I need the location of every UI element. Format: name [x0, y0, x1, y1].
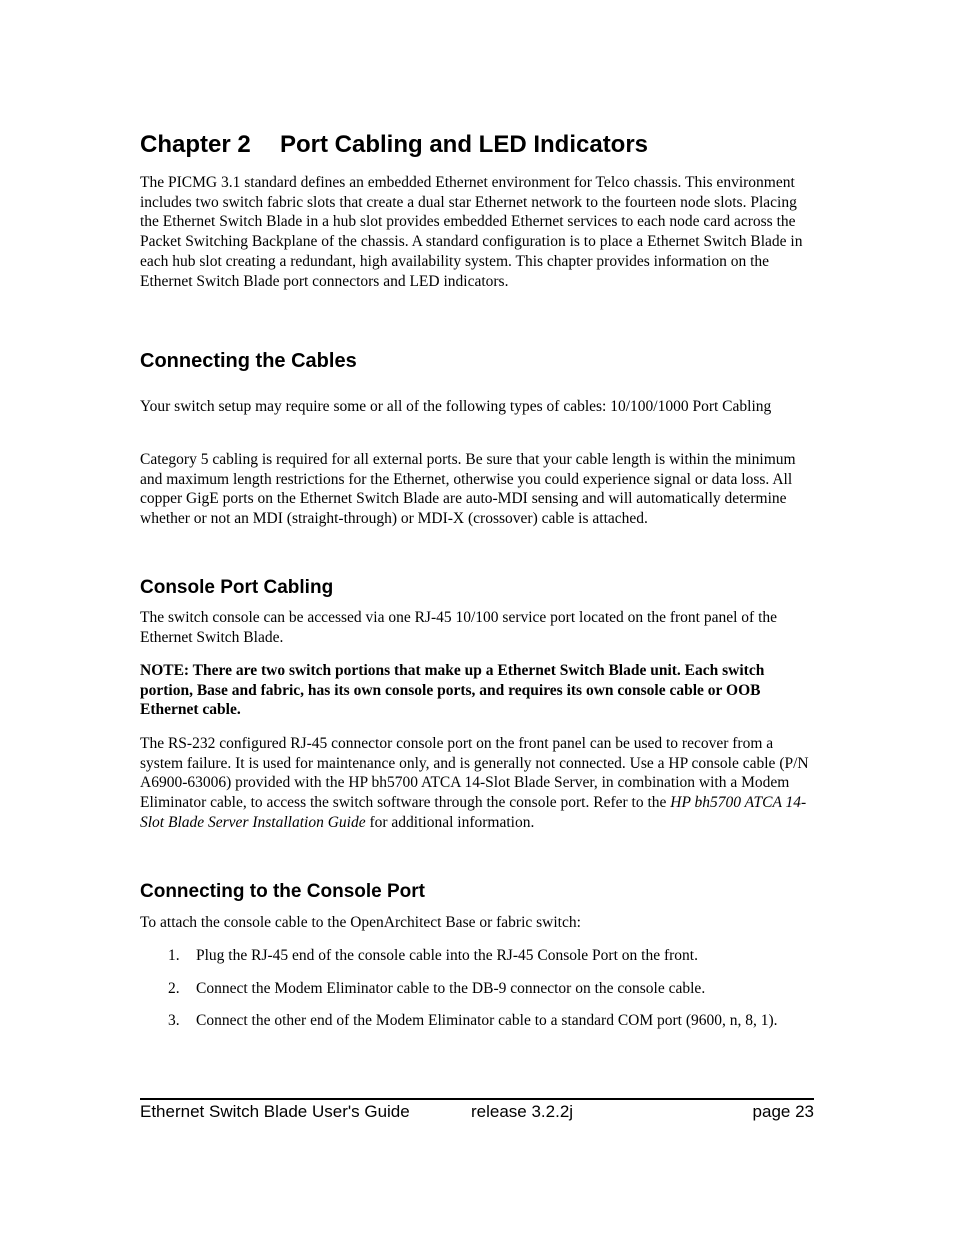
console-access-paragraph: The switch console can be accessed via one RJ-45 10/100 service port located on the front panel of the Ethernet Switch Blade.: [140, 609, 778, 646]
chapter-title-text: Port Cabling and LED Indicators: [280, 131, 649, 158]
step-text: Plug the RJ-45 end of the console cable into the RJ-45 Console Port on the front.: [196, 947, 698, 964]
footer-release: release 3.2.2j: [471, 1102, 574, 1121]
chapter-title: [140, 129, 648, 161]
rs232-paragraph: [140, 734, 814, 833]
list-item: [140, 979, 814, 999]
step-number: 1.: [168, 947, 180, 964]
rs232-text-start: The RS-232 configured RJ-45 connector console port on the front panel can be used to recover from a system failure. It is used for maintenance only, and is generally not connected. Use a HP console cable (P/N A6900-63006) provided with the HP bh5700 ATCA 14-Slot Blade Server, in combination with a Modem Eliminator cable, to access the switch software through the console port. Refer to the: [140, 735, 809, 812]
footer-document-title: Ethernet Switch Blade User's Guide: [140, 1102, 410, 1121]
note-paragraph: NOTE: There are two switch portions that make up a Ethernet Switch Blade unit. Each switch portion, Base and fabric, has its own console ports, and requires its own console cable or OOB Ethernet cable.: [140, 662, 765, 719]
connecting-cables-heading: Connecting the Cables: [140, 350, 357, 372]
list-item: [140, 946, 814, 966]
chapter-number: Chapter 2: [140, 131, 251, 158]
cable-types-paragraph: Your switch setup may require some or all of the following types of cables: 10/100/1000 Port Cabling: [140, 398, 772, 415]
rs232-text-end: for additional information.: [365, 813, 535, 831]
console-steps-list: [140, 946, 814, 1031]
step-number: 3.: [168, 1012, 180, 1030]
footer-page-number: page 23: [752, 1102, 814, 1121]
document-page: [140, 0, 814, 1235]
category5-paragraph: Category 5 cabling is required for all external ports. Be sure that your cable length is within the minimum and maximum length restrictions for the Ethernet, otherwise you could experience signal or data loss. All copper GigE ports on the Ethernet Switch Blade are auto-MDI sensing and will automatically determine whether or not an MDI (straight-through) or MDI-X (crossover) cable is attached.: [140, 451, 796, 528]
page-footer: [140, 1101, 814, 1123]
step-number: 2.: [168, 979, 180, 997]
installation-guide-title: HP bh5700 ATCA 14-Slot Blade Server Installation Guide: [140, 794, 807, 831]
connecting-console-heading: Connecting to the Console Port: [140, 881, 425, 902]
step-text: Connect the Modem Eliminator cable to the DB-9 connector on the console cable.: [196, 979, 706, 997]
console-attach-intro: To attach the console cable to the OpenArchitect Base or fabric switch:: [140, 914, 581, 931]
list-item: [140, 1011, 814, 1031]
footer-divider: [140, 1098, 814, 1100]
step-text: Connect the other end of the Modem Eliminator cable to a standard COM port (9600, n, 8, 1).: [196, 1012, 778, 1030]
console-port-cabling-heading: Console Port Cabling: [140, 577, 334, 598]
chapter-intro-paragraph: The PICMG 3.1 standard defines an embedded Ethernet environment for Telco chassis. This environment includes two switch fabric slots that create a dual star Ethernet network to the fourteen node slots. Placing the Ethernet Switch Blade in a hub slot provides embedded Ethernet services to each node card across the Packet Switching Backplane of the chassis. A standard configuration is to place a Ethernet Switch Blade in each hub slot creating a redundant, high availability system. This chapter provides information on the Ethernet Switch Blade port connectors and LED indicators.: [140, 174, 803, 290]
